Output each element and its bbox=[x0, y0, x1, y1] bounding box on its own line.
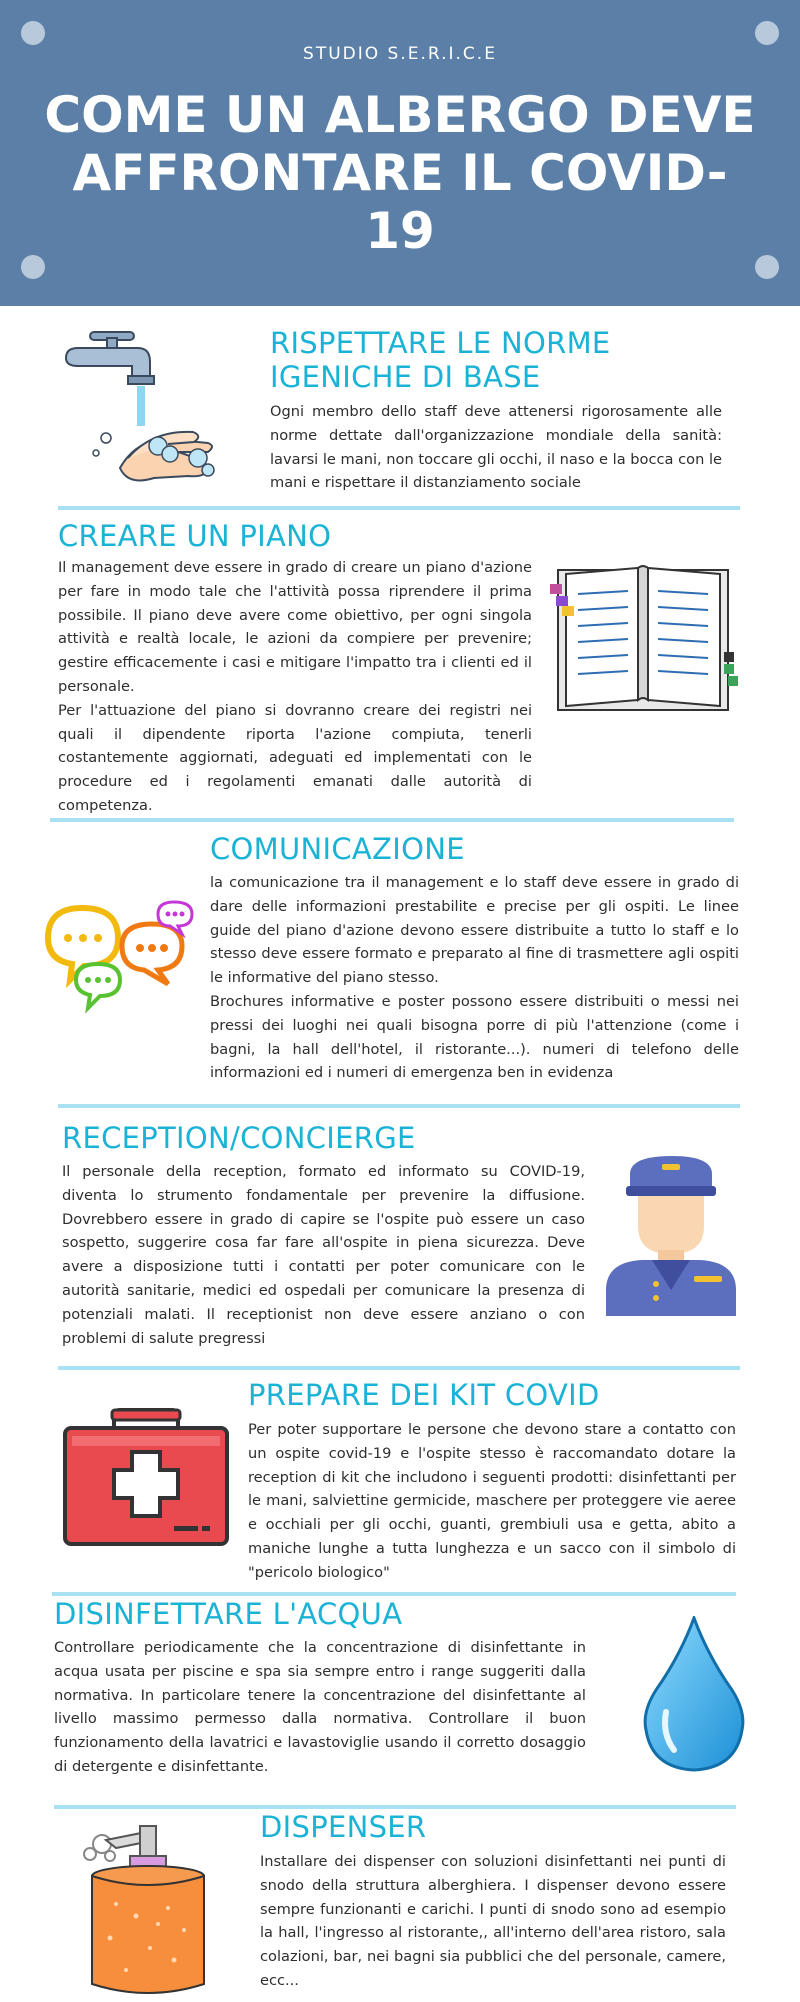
section-paragraph: Brochures informative e poster possono essere distribuiti o messi nei pressi dei luoghi nei quali bisogna porre di più l'attenzione (come i bagni, la hall dell'hotel, il ristorante...). numeri di telefono delle informazioni ed i numeri di emergenza ben in evidenza bbox=[210, 992, 739, 1082]
divider bbox=[54, 1805, 736, 1809]
decorative-dot bbox=[21, 21, 45, 45]
divider bbox=[58, 1104, 740, 1108]
open-book-icon bbox=[548, 560, 738, 720]
section-paragraph: Per l'attuazione del piano si dovranno creare dei registri nei quali il dipendente riporta l'azione compiuta, tenerli costantemente aggiornati, adeguati ed implementati con le procedure ed i regolamenti emanati dalle autorità di competenza. bbox=[58, 701, 532, 814]
page-title: COME UN ALBERGO DEVE AFFRONTARE IL COVID-19 bbox=[44, 86, 756, 260]
header-banner bbox=[0, 0, 800, 306]
studio-name: STUDIO S.E.R.I.C.E bbox=[303, 44, 497, 64]
section-heading: RECEPTION/CONCIERGE bbox=[62, 1121, 416, 1155]
section-body bbox=[210, 871, 739, 1085]
section-paragraph: Il personale della reception, formato ed informato su COVID-19, diventa lo strumento fondamentale per prevenire la diffusione. Dovrebbero essere in grado di capire se l'ospite può essere un caso sospetto, suggerire cosa far fare all'ospite in piena sicurezza. Deve avere a disposizione tutti i contatti per poter comunicare con le autorità sanitarie, medici ed ospedali per comunicare la presenza di potenziali malati. Il receptionist non deve essere anziano o con problemi di salute pregressi bbox=[62, 1163, 585, 1347]
section-paragraph: Ogni membro dello staff deve attenersi rigorosamente alle norme dettate dall'organizzazione mondiale della sanità: lavarsi le mani, non toccare gli occhi, il naso e la bocca con le mani e rispettare il distanziamento sociale bbox=[270, 403, 722, 492]
divider bbox=[58, 506, 740, 510]
section-heading: DISINFETTARE L'ACQUA bbox=[54, 1597, 403, 1631]
soap-dispenser-icon bbox=[76, 1820, 206, 1998]
divider bbox=[50, 818, 734, 822]
section-paragraph: la comunicazione tra il management e lo staff deve essere in grado di dare delle informazioni prestabilite e precise per gli ospiti. Le linee guide del piano d'azione devono essere distribuite a tutto lo staff e lo stesso deve essere formato e preparato al fine di trasmettere agli ospiti le informative del piano stesso. bbox=[210, 874, 739, 987]
chat-bubbles-icon bbox=[40, 898, 202, 1016]
hand-washing-icon bbox=[58, 318, 223, 493]
section-paragraph: Il management deve essere in grado di creare un piano d'azione per fare in modo tale che l'attività possa riprendere il prima possibile. Il piano deve avere come obiettivo, per ogni singola attività e realtà locale, le azioni da compiere per prevenire; gestire efficacemente i casi e mitigare l'impatto tra i clienti ed il personale. bbox=[58, 559, 532, 695]
section-paragraph: Controllare periodicamente che la concentrazione di disinfettante in acqua usata per piscine e spa sia sempre entro i range suggeriti dalla normativa. In particolare tenere la concentrazione del disinfettante al livello massimo permesso dalla normativa. Controllare il buon funzionamento della lavatrici e lavastoviglie usando il corretto dosaggio di detergente e disinfettante. bbox=[54, 1639, 586, 1775]
section-heading: PREPARE DEI KIT COVID bbox=[248, 1378, 600, 1412]
first-aid-kit-icon bbox=[62, 1408, 230, 1548]
divider bbox=[58, 1366, 740, 1370]
divider bbox=[52, 1592, 736, 1596]
section-body bbox=[270, 400, 722, 495]
section-paragraph: Installare dei dispenser con soluzioni disinfettanti nei punti di snodo della struttura alberghiera. I dispenser devono essere sempre funzionanti e carichi. I punti di snodo sono ad esempio la hall, l'ingresso al ristorante,, all'interno dell'area ristoro, sala colazioni, bar, nei bagni sia pubblici che del personale, camere, ecc... bbox=[260, 1853, 726, 1989]
section-heading: CREARE UN PIANO bbox=[58, 519, 332, 553]
section-heading: COMUNICAZIONE bbox=[210, 832, 465, 866]
section-body bbox=[58, 556, 532, 818]
concierge-icon bbox=[602, 1150, 740, 1316]
section-heading: RISPETTARE LE NORME IGENICHE DI BASE bbox=[270, 326, 611, 394]
decorative-dot bbox=[755, 21, 779, 45]
section-paragraph: Per poter supportare le persone che devono stare a contatto con un ospite covid-19 e l'ospite stesso è raccomandato dotare la reception di kit che includono i seguenti prodotti: disinfettanti per le mani, salviettine germicide, maschere per proteggere vie aeree e occhiali per gli occhi, guanti, grembiuli usa e getta, abito a maniche lunghe a tutta lunghezza e un sacco con il simbolo di "pericolo biologico" bbox=[248, 1421, 736, 1581]
water-drop-icon bbox=[640, 1616, 748, 1772]
section-body bbox=[62, 1160, 585, 1350]
section-body bbox=[260, 1850, 726, 1993]
section-body bbox=[54, 1636, 586, 1779]
section-heading: DISPENSER bbox=[260, 1810, 427, 1844]
section-body bbox=[248, 1418, 736, 1585]
